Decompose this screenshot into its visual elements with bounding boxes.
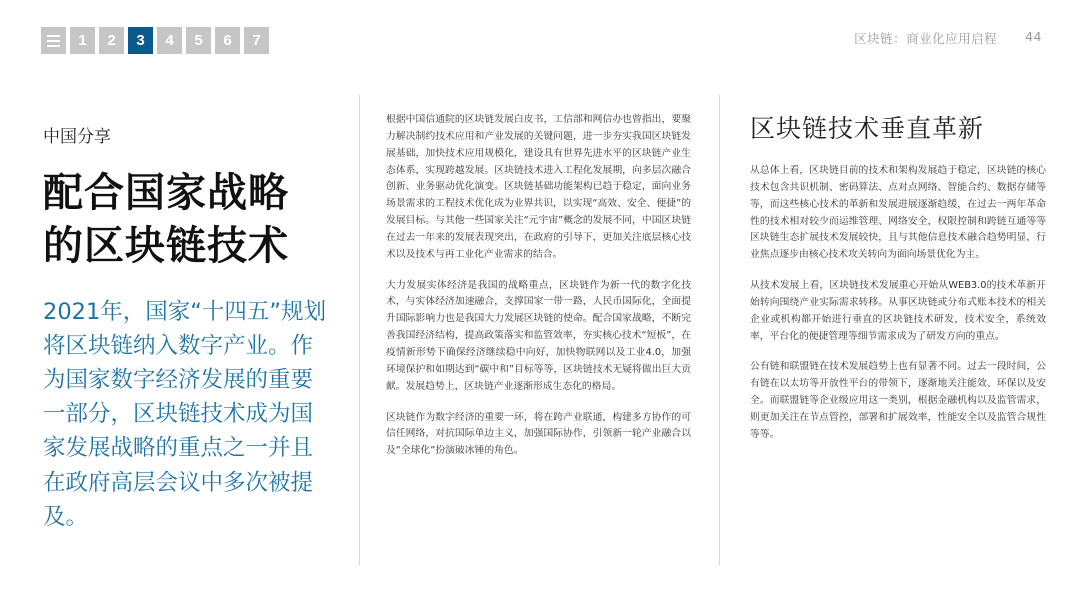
- body-paragraph: 从技术发展上看，区块链技术发展重心开始从WEB3.0的技术革新开始转向围绕产业实际需求转移。从事区块链或分布式账本技术的相关企业或机构都开始进行垂直的区块链技术研发，技术安全，系统效率，平台化的便捷管理等细节需求成为了研发方向的重点。: [750, 280, 1046, 342]
- chapter-tab-1[interactable]: 1: [70, 27, 95, 54]
- body-paragraph: 公有链和联盟链在技术发展趋势上也有显著不同。过去一段时间，公有链在以太坊等开放性平台的带领下，逐渐地关注能效、环保以及安全。而联盟链等企业级应用这一类别，根据金融机构以及监管需求，则更加关注在节点管控，部署和扩展效率，性能安全以及监管合规性等等。: [750, 361, 1046, 440]
- chapter-tab-6[interactable]: 6: [215, 27, 240, 54]
- middle-column: [386, 112, 691, 474]
- left-column: [43, 122, 343, 534]
- page-headline: [43, 167, 343, 273]
- column-divider-2: [719, 95, 720, 565]
- document-title: 区块链：商业化应用启程: [854, 31, 998, 46]
- chapter-nav: [41, 27, 269, 54]
- column-divider-1: [359, 95, 360, 565]
- headline-line-2: 的区块链技术: [43, 222, 289, 269]
- right-column: [750, 109, 1046, 458]
- menu-icon[interactable]: [41, 27, 66, 54]
- body-paragraph: 根据中国信通院的区块链发展白皮书，工信部和网信办也曾指出，要聚力解决制约技术应用和产业发展的关键问题，进一步夯实我国区块链发展基础，加快技术应用规模化，建设具有世界先进水平的区块链产业生态体系，实现跨越发展。区块链技术进入工程化发展期，向多层次融合创新、业务驱动优化演变。区块链基础功能架构已趋于稳定，面向业务场景需求的工程技术优化成为业界共识，以实现“高效、安全、便捷”的发展目标。与其他一些国家关注“元宇宙”概念的发展不同，中国区块链在过去一年来的发展表现突出，在政府的引导下，更加关注底层核心技术以及技术与再工业化产业需求的结合。: [386, 114, 691, 260]
- body-paragraph: 从总体上看，区块链目前的技术和架构发展趋于稳定，区块链的核心技术包含共识机制、密码算法、点对点网络、智能合约、数据存储等等，而这些核心技术的革新和发展进展逐渐趋缓，在过去一两年革命性的技术相对较少而运维管理、网络安全，权限控制和跨链互通等等区块链生态扩展技术发展较快，且与其他信息技术融合趋势明显，行业焦点逐步由核心技术攻关转向为面向场景优化为主。: [750, 165, 1046, 261]
- section-title: 区块链技术垂直革新: [750, 114, 985, 143]
- body-paragraph: 大力发展实体经济是我国的战略重点，区块链作为新一代的数字化技术，与实体经济加速融合，支撑国家一带一路，人民币国际化，全面提升国际影响力也是我国大力发展区块链的使命。配合国家战略，不断完善我国经济结构，提高政策落实和监管效率，夯实核心技术“短板”，在疫情新形势下确保经济继续稳中向好，加快物联网以及工业4.0，加强环境保护和如期达到“碳中和”目标等等，区块链技术无疑将做出巨大贡献。发展趋势上，区块链产业逐渐形成生态化的格局。: [386, 279, 691, 392]
- chapter-tab-7[interactable]: 7: [244, 27, 269, 54]
- chapter-tab-3[interactable]: 3: [128, 27, 153, 54]
- headline-line-1: 配合国家战略: [43, 170, 289, 216]
- chapter-tab-4[interactable]: 4: [157, 27, 182, 54]
- chapter-tab-5[interactable]: 5: [186, 27, 211, 54]
- page-header: [854, 29, 1042, 47]
- body-paragraph: 区块链作为数字经济的重要一环，将在跨产业联通，构建多方协作的可信任网络，对抗国际单边主义，加强国际协作，引领新一轮产业融合以及“全球化”扮演破冰锤的角色。: [386, 411, 691, 457]
- highlight-quote: 2021年，国家“十四五”规划将区块链纳入数字产业。作为国家数字经济发展的重要一部分，区块链技术成为国家发展战略的重点之一并且在政府高层会议中多次被提及。: [43, 298, 327, 530]
- section-label: 中国分享: [43, 127, 111, 147]
- page-number: 44: [1025, 29, 1042, 44]
- chapter-tab-2[interactable]: 2: [99, 27, 124, 54]
